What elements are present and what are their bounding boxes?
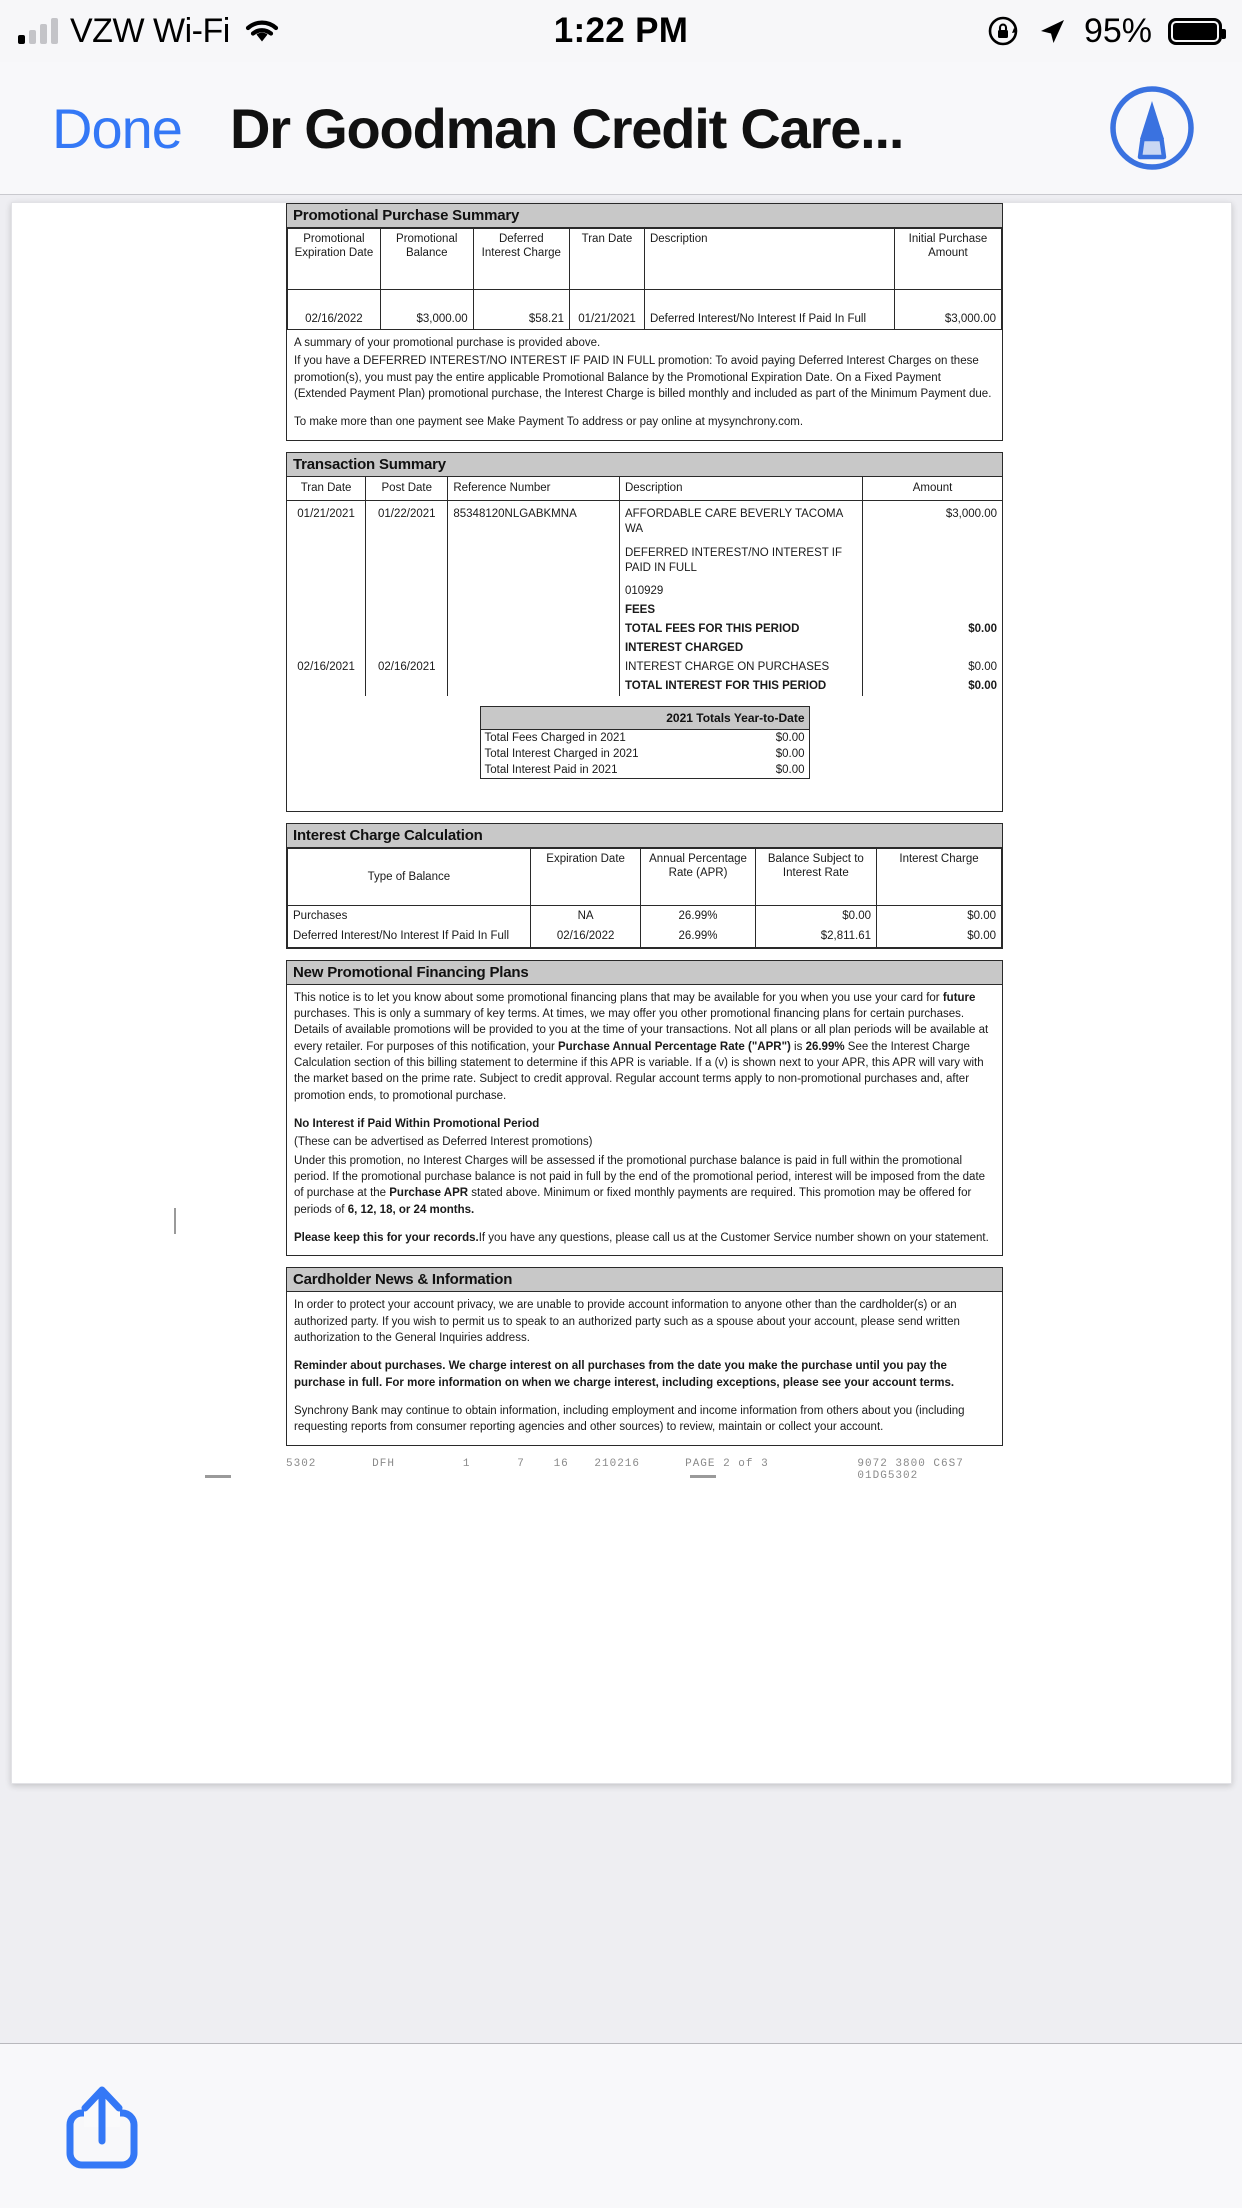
status-bar <box>0 0 1242 62</box>
footer-code-1: 5302 <box>286 1458 317 1470</box>
col-header-tran-date: Tran Date <box>287 477 366 500</box>
table-row <box>288 290 1002 330</box>
col-header-amount: Amount <box>863 477 1002 500</box>
share-icon[interactable] <box>60 2079 144 2175</box>
para2-bold2: 6, 12, 18, or 24 months. <box>347 1203 475 1216</box>
crop-mark-bottom-left <box>205 1475 231 1478</box>
cell-balance: $3,000.00 <box>380 290 473 330</box>
cell-tran-date <box>287 677 366 696</box>
cell-reference-number <box>448 658 620 677</box>
cell-reference-number <box>448 578 620 601</box>
cell-amount: $3,000.00 <box>863 500 1002 538</box>
cell-deferred-interest-charge: $58.21 <box>473 290 569 330</box>
financing-para-2 <box>294 1153 995 1218</box>
cell-post-date <box>366 677 448 696</box>
table-row <box>287 578 1002 601</box>
battery-percent-label: 95% <box>1083 11 1152 50</box>
cell-amount: $0.00 <box>863 620 1002 639</box>
promotional-purchase-summary-section <box>286 203 1003 441</box>
cell-apr: 26.99% <box>641 926 755 947</box>
cell-post-date: 01/22/2021 <box>366 500 448 538</box>
cell-reference-number <box>448 601 620 620</box>
cell-description: TOTAL INTEREST FOR THIS PERIOD <box>619 677 862 696</box>
section-title: New Promotional Financing Plans <box>287 961 1002 985</box>
cell-description: FEES <box>619 601 862 620</box>
cell-amount <box>863 538 1002 578</box>
cell-tran-date <box>287 538 366 578</box>
cell-balance-subject: $2,811.61 <box>755 926 876 947</box>
col-header-post-date: Post Date <box>366 477 448 500</box>
document-scroll-area[interactable] <box>0 195 1242 2043</box>
table-row <box>287 500 1002 538</box>
cell-tran-date <box>287 578 366 601</box>
cell-post-date <box>366 639 448 658</box>
cell-amount <box>863 578 1002 601</box>
cell-amount <box>863 601 1002 620</box>
markup-pen-icon[interactable] <box>1107 83 1197 173</box>
cell-description: INTEREST CHARGE ON PURCHASES <box>619 658 862 677</box>
footer-code-6: 210216 <box>594 1458 640 1470</box>
para1-d: See the Interest Charge Calculation section of this billing statement to determine if this APR is variable. If a (v) is shown next to your APR, this APR will vary with the market based on the prime rate. Subject to credit approval. Regular account terms apply to non-promotional purchases and, after promotion ends, to promotional purchase. <box>294 1040 984 1102</box>
section-title: Transaction Summary <box>287 453 1002 477</box>
cell-expiration-date: NA <box>530 905 641 926</box>
table-row <box>288 905 1002 926</box>
statement-content <box>286 203 1003 1457</box>
footer-code-2: DFH <box>372 1458 395 1470</box>
crop-mark-left <box>174 1208 176 1234</box>
statement-page <box>11 202 1232 1784</box>
cell-tran-date <box>287 639 366 658</box>
cell-tran-date: 01/21/2021 <box>297 507 355 520</box>
para1-bold3: 26.99% <box>805 1040 845 1053</box>
col-header-deferred-interest-charge: Deferred Interest Charge <box>473 229 569 290</box>
cell-interest-charge: $0.00 <box>877 926 1002 947</box>
para3-bold: Please keep this for your records. <box>294 1231 479 1244</box>
cell-tran-date <box>287 601 366 620</box>
para1-bold2: Purchase Annual Percentage Rate ("APR") <box>557 1040 791 1053</box>
ytd-value: $0.00 <box>775 747 805 760</box>
cell-expiration-date: 02/16/2022 <box>530 926 641 947</box>
cell-type-of-balance: Deferred Interest/No Interest If Paid In Full <box>288 926 531 947</box>
cardholder-news-section <box>286 1267 1003 1445</box>
promotional-purchase-notes <box>287 330 1002 440</box>
col-header-description: Description <box>619 477 862 500</box>
cell-description: DEFERRED INTEREST/NO INTEREST IF PAID IN FULL <box>619 538 862 578</box>
note-line-1: A summary of your promotional purchase is provided above. <box>294 337 601 349</box>
cell-post-date <box>366 538 448 578</box>
footer-page-number: PAGE 2 of 3 <box>685 1458 769 1470</box>
cell-apr: 26.99% <box>641 905 755 926</box>
col-header-promotional-expiration-date: Promotional Expiration Date <box>288 229 381 290</box>
bottom-toolbar <box>0 2044 1242 2208</box>
cell-post-date <box>366 601 448 620</box>
done-button[interactable]: Done <box>52 96 182 160</box>
cell-description: TOTAL FEES FOR THIS PERIOD <box>619 620 862 639</box>
table-row <box>287 601 1002 620</box>
cardholder-news-body <box>287 1292 1002 1444</box>
cell-description: INTEREST CHARGED <box>619 639 862 658</box>
cell-expiration-date: 02/16/2022 <box>288 290 381 330</box>
footer-code-5: 16 <box>553 1458 569 1470</box>
cell-amount: $0.00 <box>863 677 1002 696</box>
cell-type-of-balance: Purchases <box>288 905 531 926</box>
table-row <box>480 729 809 746</box>
news-para-3: Synchrony Bank may continue to obtain information, including employment and income information from others about you (including requesting reports from consumer reporting agencies and other sources) to review, maintain or collect your account. <box>294 1404 965 1434</box>
cell-reference-number <box>448 677 620 696</box>
para1-bold1: future <box>942 991 976 1004</box>
table-row <box>480 746 809 762</box>
table-row <box>480 762 809 779</box>
para1-a: This notice is to let you know about some promotional financing plans that may be available for you when you use your card for <box>294 991 943 1004</box>
battery-icon <box>1168 18 1222 45</box>
para3-text: If you have any questions, please call us at the Customer Service number shown on your statement. <box>478 1231 989 1244</box>
col-header-tran-date: Tran Date <box>570 229 645 290</box>
col-header-description: Description <box>644 229 894 290</box>
new-promotional-financing-plans-section <box>286 960 1003 1257</box>
cell-post-date: 02/16/2021 <box>366 658 448 677</box>
note-line-3: To make more than one payment see Make Payment To address or pay online at mysynchrony.com. <box>294 416 804 429</box>
para2-b: stated above. Minimum or fixed monthly payments are required. This promotion may be offered for periods of <box>294 1187 972 1216</box>
table-row <box>287 658 1002 677</box>
cell-initial-purchase-amount: $3,000.00 <box>894 290 1001 330</box>
table-row <box>287 620 1002 639</box>
section-title: Interest Charge Calculation <box>287 824 1002 848</box>
col-header-interest-charge: Interest Charge <box>877 848 1002 905</box>
cell-tran-date <box>287 620 366 639</box>
year-to-date-wrapper <box>287 706 1002 785</box>
financing-subnote: (These can be advertised as Deferred Interest promotions) <box>294 1136 593 1149</box>
year-to-date-table <box>480 706 810 779</box>
para2-a: Under this promotion, no Interest Charges will be assessed if the promotional purchase balance is paid in full within the promotional period. If the promotional purchase balance is not paid in full by the end of the promotional period, interest will be imposed from the date of purchase at the <box>294 1154 986 1200</box>
ytd-value: $0.00 <box>775 763 805 776</box>
cell-tran-date: 02/16/2021 <box>297 661 355 674</box>
section-title: Promotional Purchase Summary <box>287 204 1002 228</box>
cell-reference-number <box>448 620 620 639</box>
table-row <box>287 677 1002 696</box>
col-header-reference-number: Reference Number <box>448 477 620 500</box>
cell-reference-number <box>448 639 620 658</box>
cell-description: Deferred Interest/No Interest If Paid In Full <box>644 290 894 330</box>
financing-plans-body <box>287 985 1002 1256</box>
statement-footer-codes <box>286 1458 1016 1482</box>
table-row <box>288 926 1002 947</box>
col-header-balance-subject: Balance Subject to Interest Rate <box>755 848 876 905</box>
footer-code-4: 7 <box>517 1458 525 1470</box>
transaction-summary-table <box>287 477 1002 696</box>
ytd-title: 2021 Totals Year-to-Date <box>480 706 809 729</box>
interest-charge-calculation-section <box>286 823 1003 949</box>
ytd-value: $0.00 <box>775 731 805 744</box>
cell-tran-date: 01/21/2021 <box>570 290 645 330</box>
financing-para-3 <box>294 1230 995 1246</box>
cell-description: 010929 <box>619 578 862 601</box>
navigation-bar <box>0 62 1242 195</box>
page-title: Dr Goodman Credit Care... <box>230 96 904 160</box>
cell-post-date <box>366 578 448 601</box>
col-header-type-of-balance: Type of Balance <box>288 848 531 905</box>
ytd-label: Total Interest Paid in 2021 <box>484 763 618 776</box>
news-para-1: In order to protect your account privacy, we are unable to provide account information to anyone other than the cardholder(s) or an authorized party. If you wish to permit us to speak to an authorized party such as a spouse about your account, please send written authorization to the General Inquiries address. <box>294 1299 960 1344</box>
table-row <box>287 639 1002 658</box>
footer-code-3: 1 <box>462 1458 471 1470</box>
promotional-purchase-table <box>287 228 1002 330</box>
para1-b: purchases. This is only a summary of key terms. At times, we may offer you other promotional financing plans for certain purchases. Details of available promotions will be provided to you at the time of your transactions. Not all plans or all plan periods will be available at every retailer. For purposes of this notification, your <box>294 1008 989 1053</box>
table-row <box>287 538 1002 578</box>
cell-balance-subject: $0.00 <box>755 905 876 926</box>
cell-interest-charge: $0.00 <box>877 905 1002 926</box>
rotation-lock-icon <box>986 14 1020 48</box>
col-header-initial-purchase-amount: Initial Purchase Amount <box>894 229 1001 290</box>
ytd-label: Total Interest Charged in 2021 <box>484 747 639 760</box>
cell-reference-number: 85348120NLGABKMNA <box>448 500 620 538</box>
status-bar-right <box>986 12 1222 51</box>
ytd-label: Total Fees Charged in 2021 <box>484 731 626 744</box>
col-header-apr: Annual Percentage Rate (APR) <box>641 848 755 905</box>
para1-c: is <box>790 1040 806 1053</box>
transaction-summary-section <box>286 452 1003 812</box>
cell-amount <box>863 639 1002 658</box>
cell-amount: $0.00 <box>863 658 1002 677</box>
news-para-2: Reminder about purchases. We charge interest on all purchases from the date you make the purchase until you pay the purchase in full. For more information on when we charge interest, including exceptions, please see your account terms. <box>294 1360 955 1389</box>
interest-charge-calculation-table <box>287 848 1002 948</box>
financing-para-1 <box>294 990 995 1104</box>
note-line-2: If you have a DEFERRED INTEREST/NO INTEREST IF PAID IN FULL promotion: To avoid paying Deferred Interest Charges on these promotion(s), you must pay the entire applicable Promotional Balance by the Promotional Expiration Date. On a Fixed Payment (Extended Payment Plan) promotional purchase, the Interest Charge is billed monthly and included as part of the Minimum Payment due. <box>294 355 992 400</box>
cell-reference-number <box>448 538 620 578</box>
col-header-promotional-balance: Promotional Balance <box>380 229 473 290</box>
carrier-label: VZW Wi-Fi <box>70 11 230 50</box>
footer-codes-trailing: 9072 3800 C6S7 01DG5302 <box>857 1458 964 1482</box>
section-title: Cardholder News & Information <box>287 1268 1002 1292</box>
cell-post-date <box>366 620 448 639</box>
financing-subhead: No Interest if Paid Within Promotional Period <box>294 1118 540 1130</box>
status-bar-clock: 1:22 PM <box>553 11 689 50</box>
cell-description: AFFORDABLE CARE BEVERLY TACOMA WA <box>619 500 862 538</box>
col-header-expiration-date: Expiration Date <box>530 848 641 905</box>
para2-bold1: Purchase APR <box>389 1187 469 1200</box>
location-arrow-icon <box>1036 15 1068 47</box>
